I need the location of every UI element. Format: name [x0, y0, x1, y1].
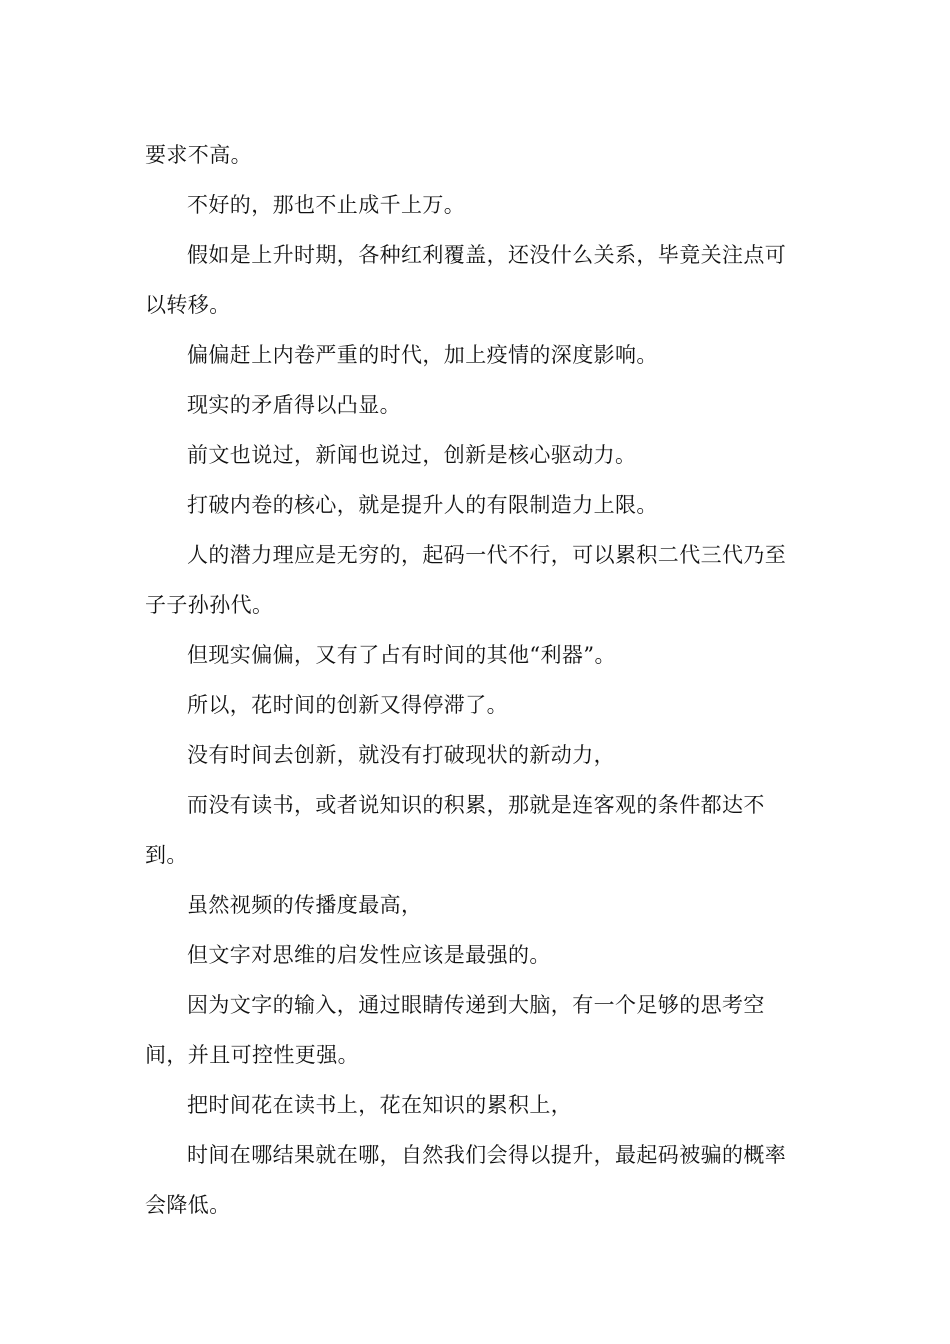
paragraph-6: 前文也说过，新闻也说过，创新是核心驱动力。 [187, 443, 637, 467]
paragraph-3: 假如是上升时期，各种红利覆盖，还没什么关系，毕竟关注点可以转移。 [145, 243, 787, 317]
paragraph-5: 现实的矛盾得以凸显。 [187, 393, 401, 417]
paragraph-10: 所以，花时间的创新又得停滞了。 [187, 693, 508, 717]
paragraph-17: 时间在哪结果就在哪，自然我们会得以提升，最起码被骗的概率会降低。 [145, 1143, 787, 1217]
paragraph-2: 不好的，那也不止成千上万。 [187, 193, 466, 217]
paragraph-13: 虽然视频的传播度最高， [187, 893, 423, 917]
paragraph-9: 但现实偏偏，又有了占有时间的其他“利器”。 [187, 643, 616, 667]
paragraph-7: 打破内卷的核心，就是提升人的有限制造力上限。 [187, 493, 658, 517]
document-body [145, 130, 807, 1230]
paragraph-11: 没有时间去创新，就没有打破现状的新动力， [187, 743, 615, 767]
paragraph-1: 要求不高。 [145, 143, 252, 167]
paragraph-14: 但文字对思维的启发性应该是最强的。 [187, 943, 551, 967]
paragraph-12: 而没有读书，或者说知识的积累，那就是连客观的条件都达不到。 [145, 793, 765, 867]
paragraph-8: 人的潜力理应是无穷的，起码一代不行，可以累积二代三代乃至子子孙孙代。 [145, 543, 787, 617]
paragraph-4: 偏偏赶上内卷严重的时代，加上疫情的深度影响。 [187, 343, 658, 367]
paragraph-16: 把时间花在读书上，花在知识的累积上， [187, 1093, 573, 1117]
paragraph-15: 因为文字的输入，通过眼睛传递到大脑，有一个足够的思考空间，并且可控性更强。 [145, 993, 765, 1067]
